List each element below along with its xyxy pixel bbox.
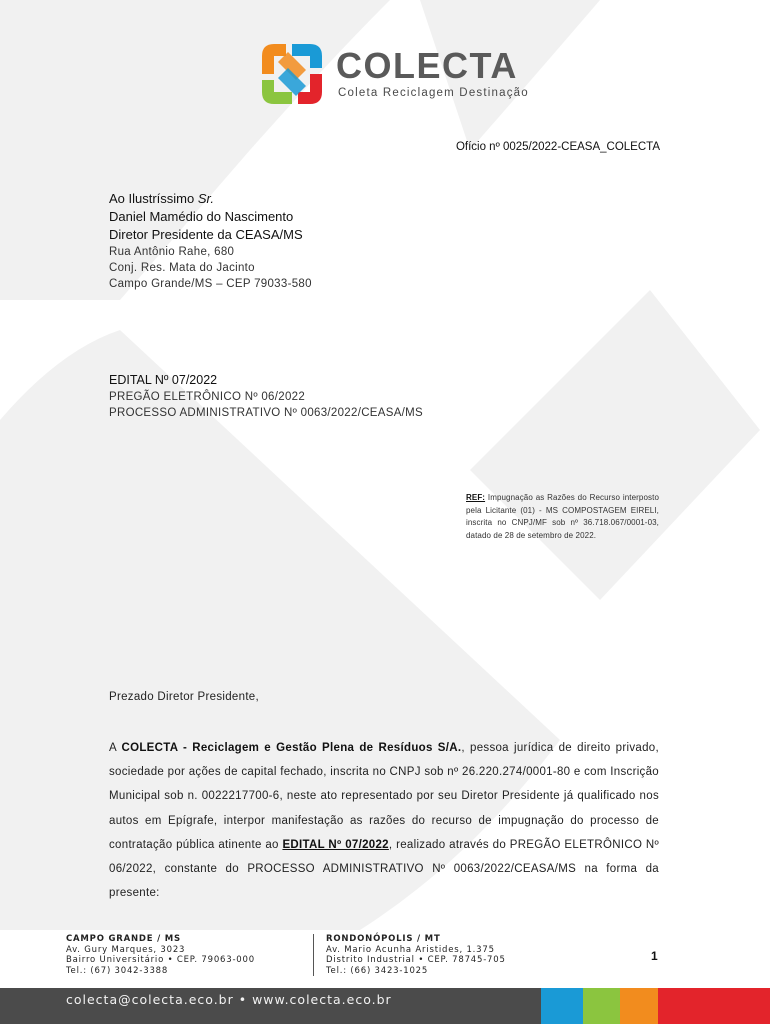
colecta-logo-icon xyxy=(256,38,328,110)
address-line: Campo Grande/MS – CEP 79033-580 xyxy=(109,278,312,290)
ref-text: Impugnação as Razões do Recurso interposto pela Licitante (01) - MS COMPOSTAGEM EIRELI, inscrita no CNPJ/MF sob nº 36.718.067/0001-03, datado de 28 de setembro de 2022. xyxy=(466,493,659,540)
stripe-orange xyxy=(620,988,658,1024)
body-paragraph: A COLECTA - Reciclagem e Gestão Plena de Resíduos S/A., pessoa jurídica de direito privado, sociedade por ações de capital fechado, inscrita no CNPJ sob nº 26.220.274/0001-80 e com Inscrição Municipal sob n. 0022217700-6, neste ato representado por seu Diretor Presidente já qualificado nos autos em Epígrafe, interpor manifestação as razões do recurso de impugnação do processo de contratação pública atinente ao EDITAL Nº 07/2022, realizado através do PREGÃO ELETRÔNICO Nº 06/2022, constante do PROCESSO ADMINISTRATIVO Nº 0063/2022/CEASA/MS na forma da presente: xyxy=(109,742,659,900)
greeting: Prezado Diretor Presidente, xyxy=(109,691,260,703)
address-line: Conj. Res. Mata do Jacinto xyxy=(109,262,255,274)
page-number: 1 xyxy=(651,949,658,963)
salutation: Ao Ilustríssimo Sr. xyxy=(109,191,214,206)
footer-address-campo-grande: CAMPO GRANDE / MS Av. Gury Marques, 3023 Bairro Universitário • CEP. 79063-000 Tel.: (67) 3042-3388 xyxy=(66,934,255,976)
addressee-role: Diretor Presidente da CEASA/MS xyxy=(109,227,303,242)
logo-wordmark: COLECTA xyxy=(336,45,518,86)
company-logo xyxy=(256,38,536,110)
logo-tagline: Coleta Reciclagem Destinação xyxy=(338,87,529,99)
edital-reference: EDITAL Nº 07/2022 xyxy=(282,838,389,851)
contact-line: colecta@colecta.eco.br • www.colecta.eco.br xyxy=(66,992,392,1007)
edital-title: EDITAL Nº 07/2022 xyxy=(109,373,218,387)
addressee-name: Daniel Mamédio do Nascimento xyxy=(109,209,294,224)
company-name: COLECTA - Reciclagem e Gestão Plena de Resíduos S/A. xyxy=(121,742,462,754)
stripe-blue xyxy=(541,988,583,1024)
reference-note xyxy=(466,492,659,542)
edital-block xyxy=(109,372,529,421)
addressee-block xyxy=(109,190,529,292)
pregao-line: PREGÃO ELETRÔNICO Nº 06/2022 xyxy=(109,391,306,403)
address-line: Rua Antônio Rahe, 680 xyxy=(109,246,235,258)
processo-line: PROCESSO ADMINISTRATIVO Nº 0063/2022/CEASA/MS xyxy=(109,407,424,419)
footer-address-rondonopolis: RONDONÓPOLIS / MT Av. Mario Acunha Aristides, 1.375 Distrito Industrial • CEP. 78745-705 Tel.: (66) 3423-1025 xyxy=(313,934,506,976)
ref-label: REF: xyxy=(466,493,486,502)
stripe-green xyxy=(583,988,620,1024)
stripe-red xyxy=(658,988,770,1024)
oficio-number: Ofício nº 0025/2022-CEASA_COLECTA xyxy=(455,141,660,153)
